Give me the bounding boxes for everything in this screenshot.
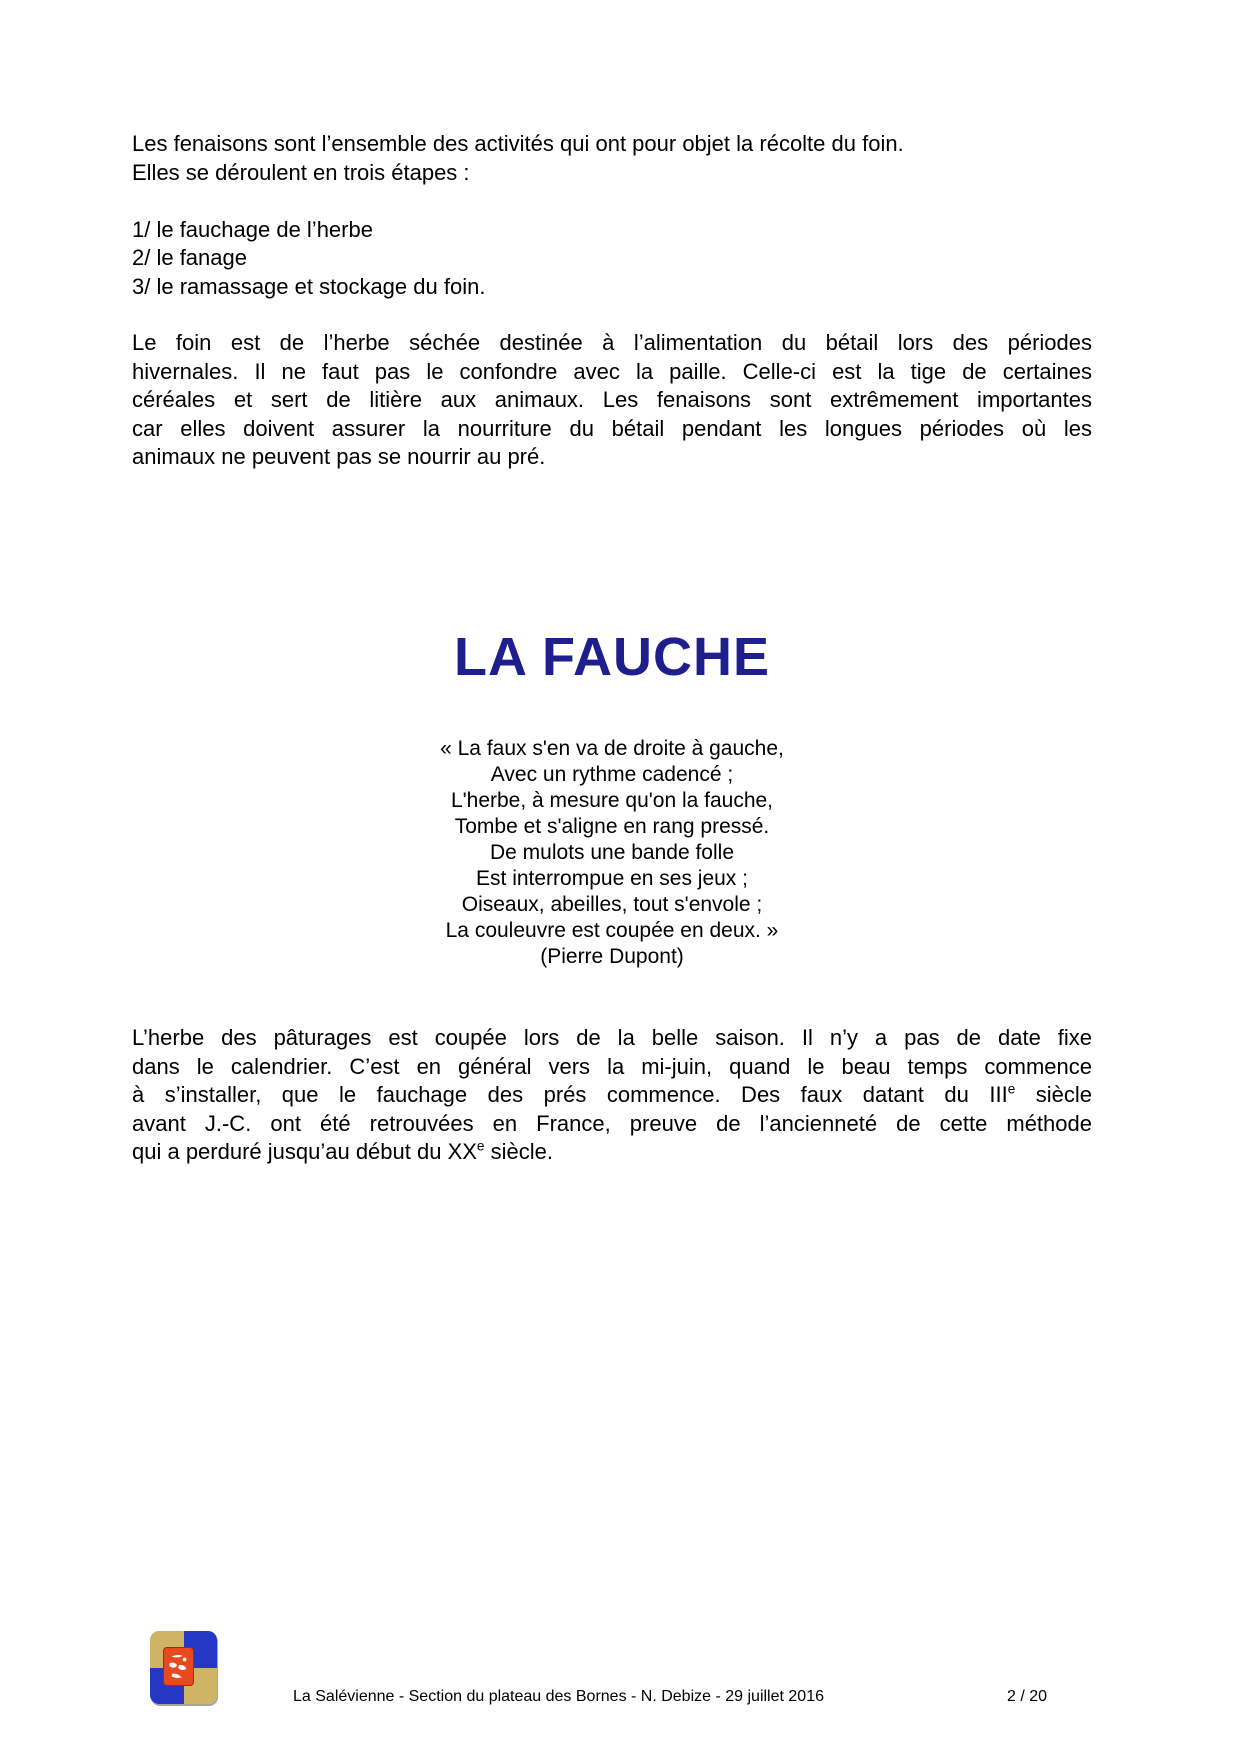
text-line: Avec un rythme cadencé ;: [490, 763, 734, 786]
text-line: De mulots une bande folle: [490, 841, 734, 864]
hay-paragraph: [132, 329, 1092, 472]
text-line: céréales et sert de litière aux animaux. Les fenaisons sont extrêmement importantes: [132, 387, 1092, 412]
text-line: Oiseaux, abeilles, tout s'envole ;: [461, 893, 763, 916]
text-line: Les fenaisons sont l’ensemble des activités qui ont pour objet la récolte du foin.: [132, 131, 904, 156]
text-line: « La faux s'en va de droite à gauche,: [440, 737, 784, 760]
association-logo: [150, 1631, 217, 1704]
text-line: animaux ne peuvent pas se nourrir au pré.: [132, 444, 546, 469]
page-number: 2 / 20: [1007, 1688, 1048, 1705]
text-line: 3/ le ramassage et stockage du foin.: [132, 273, 486, 299]
text-line: L'herbe, à mesure qu'on la fauche,: [450, 789, 774, 812]
text-line: 2/ le fanage: [132, 245, 247, 270]
mowing-paragraph: [132, 1024, 1092, 1167]
text-line: L’herbe des pâturages est coupée lors de la belle saison. Il n’y a pas de date fixe: [132, 1025, 1092, 1050]
text-line: dans le calendrier. C’est en général vers la mi-juin, quand le beau temps commence: [132, 1053, 1092, 1079]
text-line: qui a perduré jusqu’au début du XXe siècle.: [132, 1138, 553, 1164]
footer-line: La Salévienne - Section du plateau des Bornes - N. Debize - 29 juillet 2016: [293, 1688, 824, 1705]
text-line: La couleuvre est coupée en deux. »: [445, 919, 779, 942]
text-line: Le foin est de l’herbe séchée destinée à l’alimentation du bétail lors des périodes: [132, 330, 1092, 355]
logo-shield-icon: [163, 1647, 194, 1686]
text-line: 1/ le fauchage de l’herbe: [132, 216, 373, 242]
text-line: Est interrompue en ses jeux ;: [476, 867, 748, 890]
text-line: hivernales. Il ne faut pas le confondre avec la paille. Celle-ci est la tige de certaines: [132, 358, 1092, 384]
text-line: (Pierre Dupont): [540, 945, 684, 968]
text-line: à s’installer, que le fauchage des prés commence. Des faux datant du IIIe siècle: [132, 1081, 1092, 1107]
text-line: Elles se déroulent en trois étapes :: [132, 159, 470, 185]
text-line: [132, 187, 1092, 216]
text-line: car elles doivent assurer la nourriture du bétail pendant les longues périodes où les: [132, 415, 1092, 441]
intro-paragraph: [132, 130, 1092, 301]
poem: [132, 736, 1092, 970]
text-line: avant J.-C. ont été retrouvées en France, preuve de l’ancienneté de cette méthode: [132, 1110, 1092, 1136]
section-title: LA FAUCHE: [454, 627, 770, 687]
text-line: Tombe et s'aligne en rang pressé.: [454, 815, 770, 838]
